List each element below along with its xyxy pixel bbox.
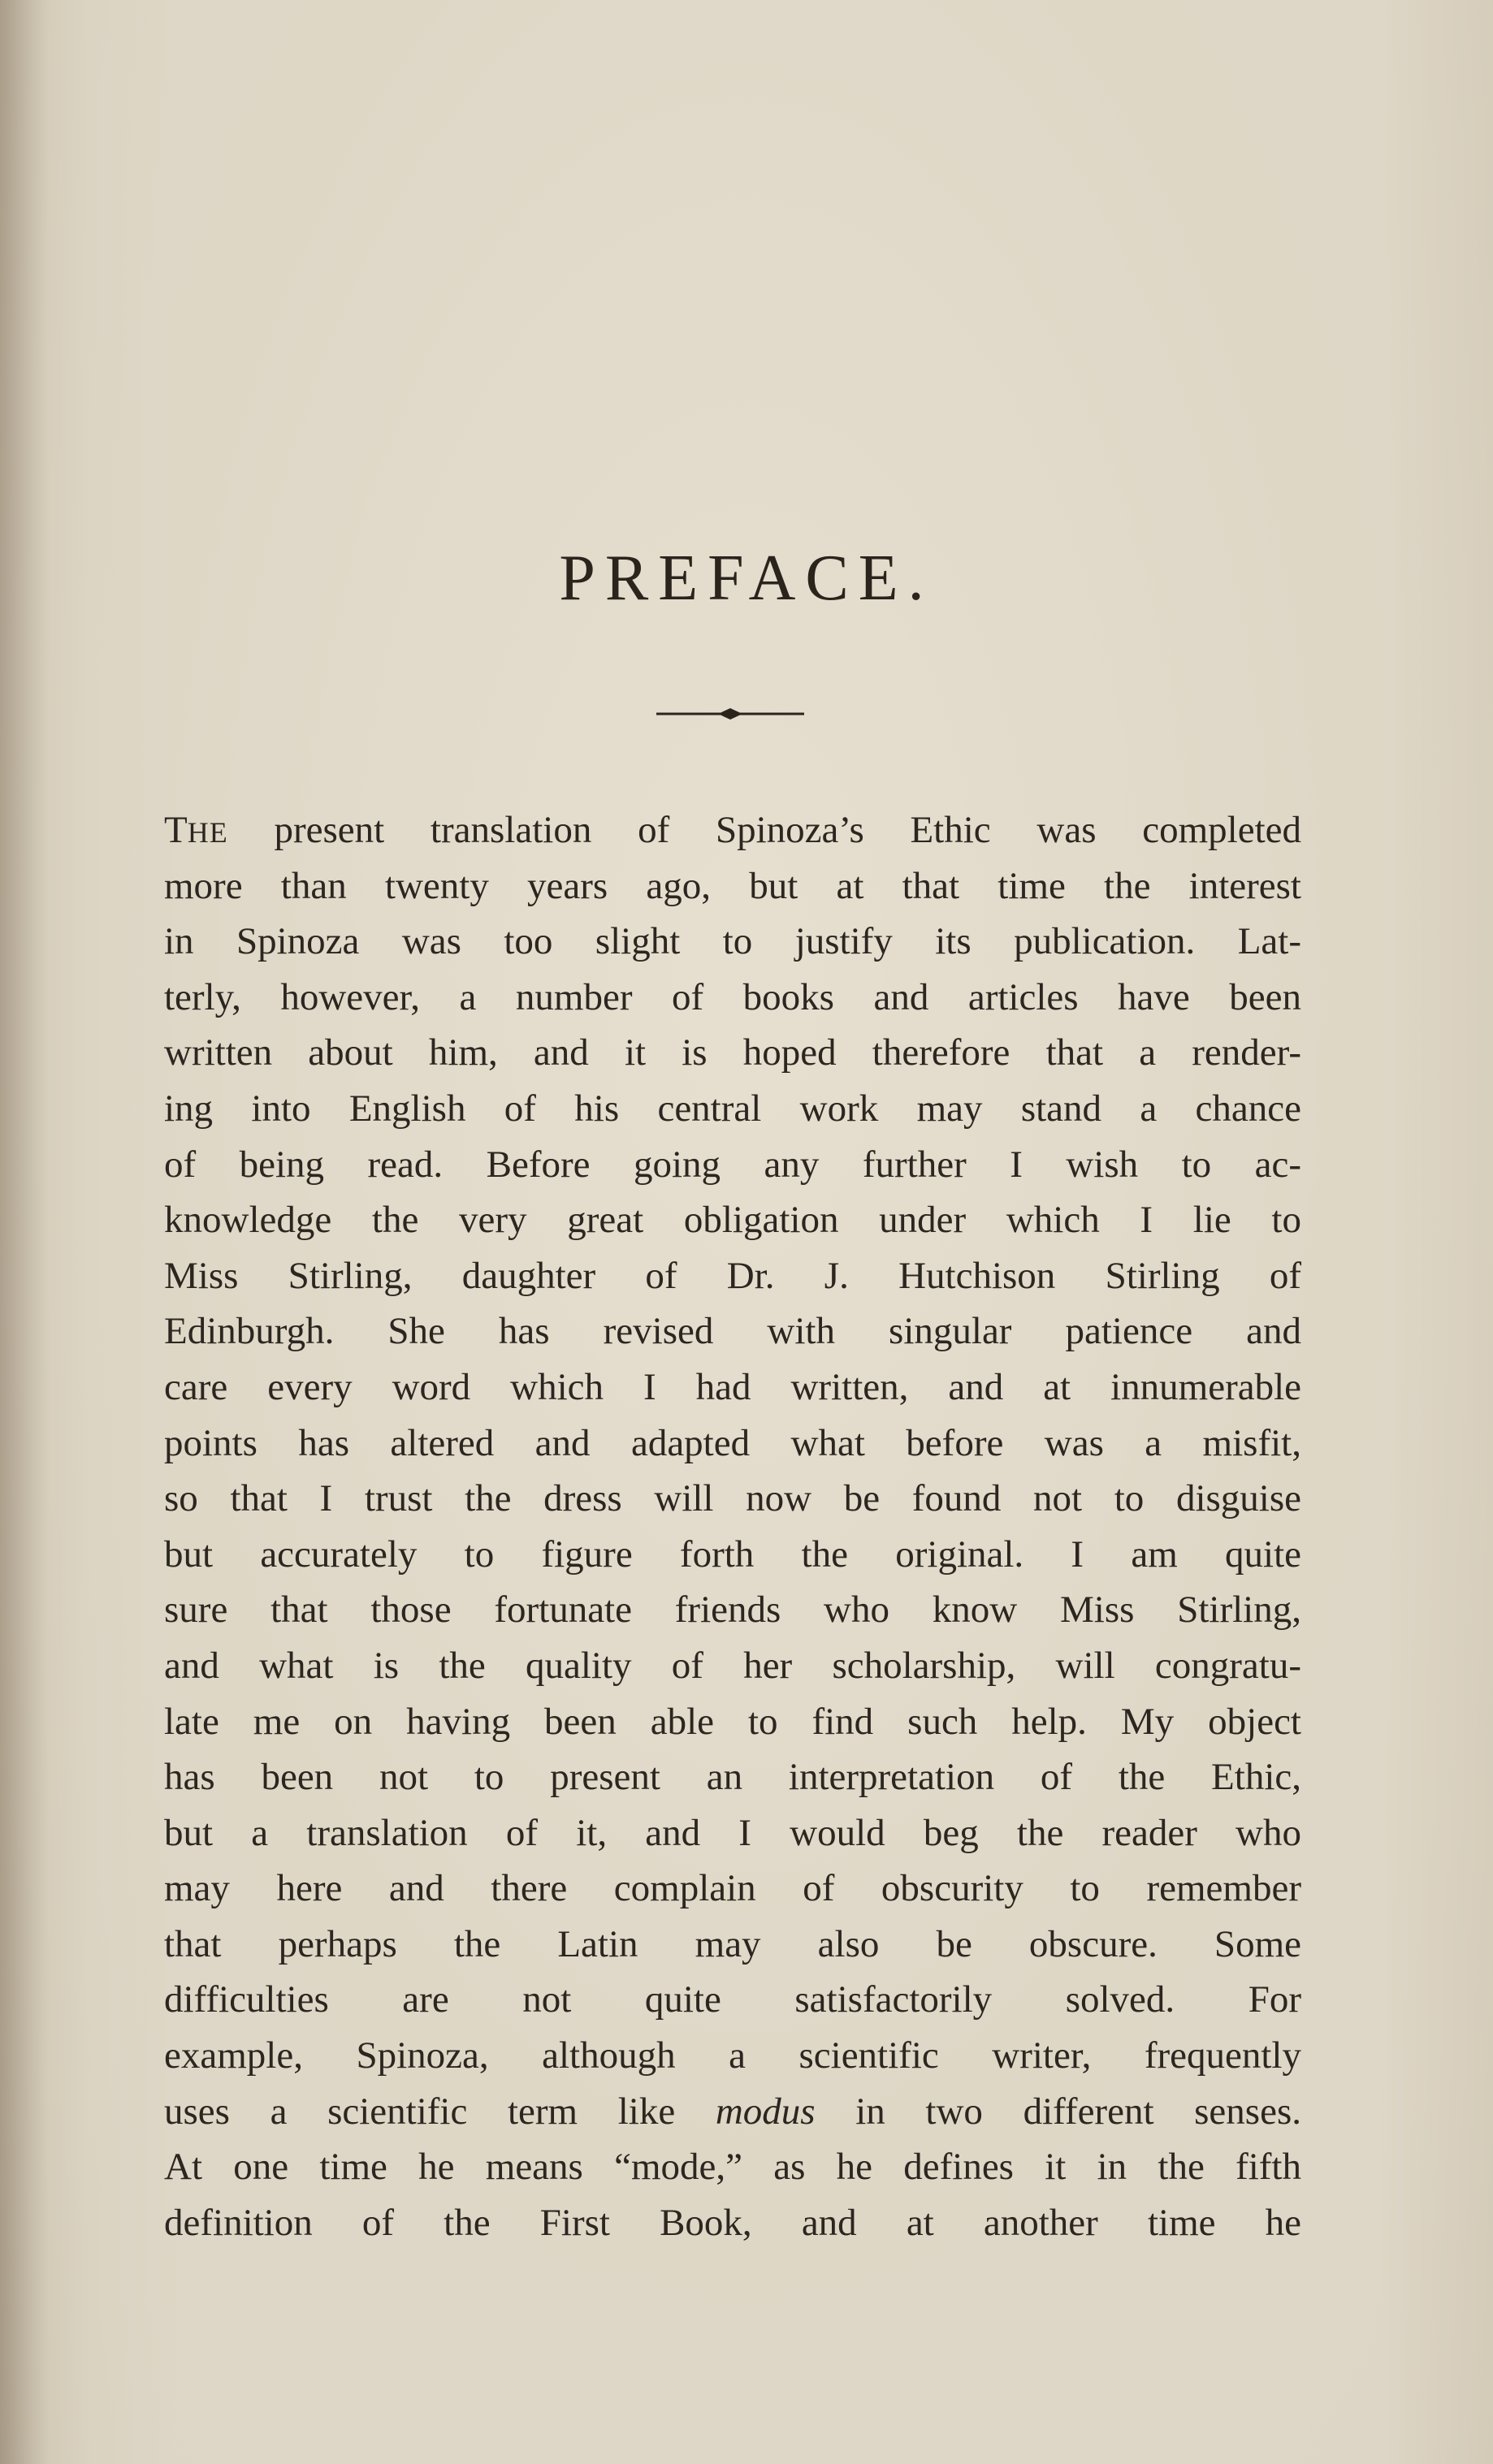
- text-line-8: knowledge the very great obligation under which I lie to: [164, 1199, 1301, 1242]
- text-line-20: may here and there complain of obscurity to remember: [164, 1867, 1301, 1910]
- text-line-19: but a translation of it, and I would beg the reader who: [164, 1811, 1301, 1854]
- text-line-14: but accurately to figure forth the original. I am quite: [164, 1532, 1301, 1576]
- title-ornament-rule: [656, 702, 804, 726]
- text-line-22: difficulties are not quite satisfactorily solved. For: [164, 1978, 1301, 2021]
- text-line-12: points has altered and adapted what before was a misfit,: [164, 1421, 1301, 1464]
- text-line-25: At one time he means “mode,” as he defines it in the fifth: [164, 2146, 1301, 2189]
- text-line-26: definition of the First Book, and at another time he: [164, 2201, 1301, 2244]
- text-line-2: more than twenty years ago, but at that time the interest: [164, 864, 1301, 907]
- text-line-21: that perhaps the Latin may also be obscure. Some: [164, 1922, 1301, 1965]
- italic-term: modus: [715, 2090, 816, 2133]
- binding-shadow: [0, 0, 49, 2464]
- text-line-18: has been not to present an interpretation of the Ethic,: [164, 1756, 1301, 1799]
- text-line-11: care every word which I had written, and at innumerable: [164, 1365, 1301, 1408]
- text-line-23: example, Spinoza, although a scientific writer, frequently: [164, 2034, 1301, 2077]
- text-line-6: ing into English of his central work may stand a chance: [164, 1087, 1301, 1130]
- text-line-9: Miss Stirling, daughter of Dr. J. Hutchison Stirling of: [164, 1254, 1301, 1297]
- text-line-10: Edinburgh. She has revised with singular patience and: [164, 1310, 1301, 1353]
- text-line-4: terly, however, a number of books and articles have been: [164, 975, 1301, 1018]
- text-line-16: and what is the quality of her scholarship, will congratu-: [164, 1644, 1301, 1687]
- drop-cap: T: [164, 809, 188, 851]
- text-line-1: THE present translation of Spinoza’s Ethic was completed: [164, 809, 1301, 851]
- small-caps: HE: [187, 816, 228, 849]
- text-line-17: late me on having been able to find such help. My object: [164, 1700, 1301, 1743]
- text-line-24: uses a scientific term like modus in two different senses.: [164, 2090, 1301, 2133]
- text-line-3: in Spinoza was too slight to justify its publication. Lat-: [164, 920, 1301, 963]
- text-line-7: of being read. Before going any further I wish to ac-: [164, 1143, 1301, 1186]
- text-line-13: so that I trust the dress will now be found not to disguise: [164, 1477, 1301, 1520]
- text-line-5: written about him, and it is hoped therefore that a render-: [164, 1031, 1301, 1074]
- text-line-15: sure that those fortunate friends who know Miss Stirling,: [164, 1589, 1301, 1632]
- page-title: PREFACE.: [559, 543, 934, 614]
- preface-body: [164, 802, 1301, 2250]
